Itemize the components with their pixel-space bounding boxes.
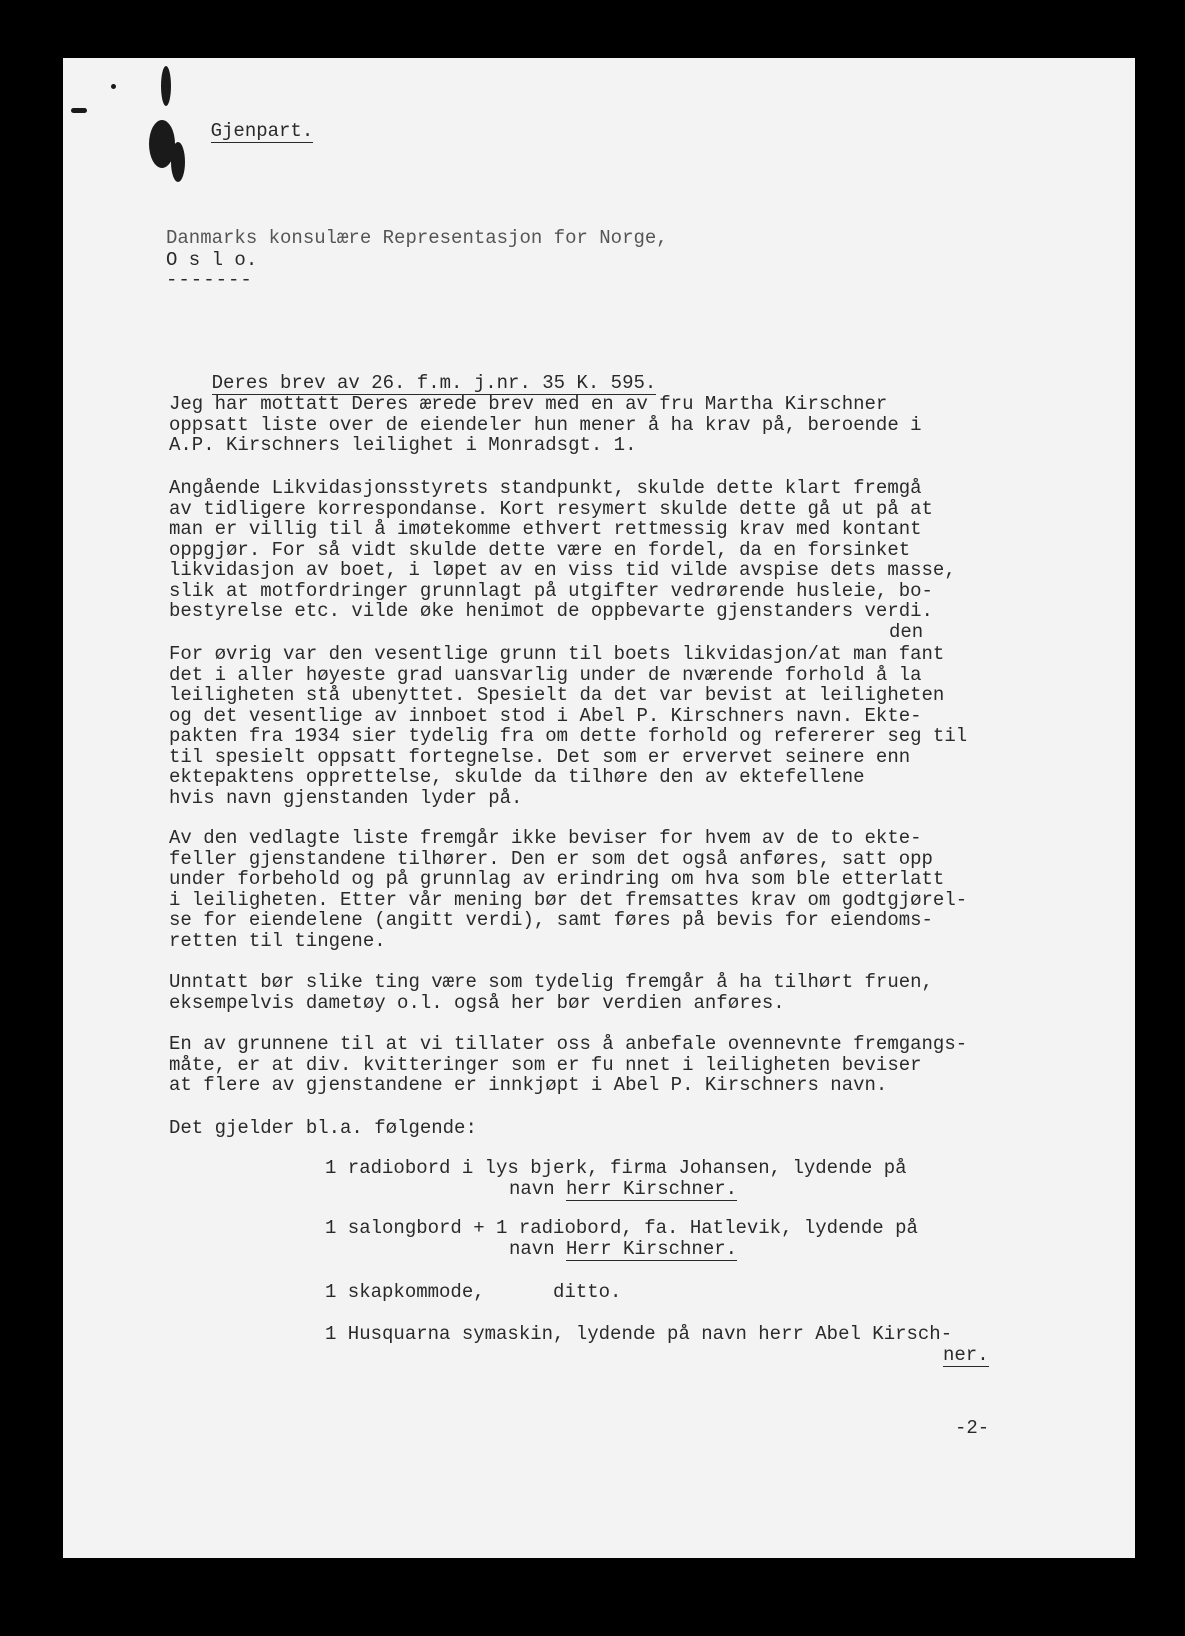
list-item: 1 skapkommode, ditto. bbox=[325, 1281, 622, 1303]
insertion-above: den bbox=[889, 621, 924, 643]
paragraph-5: Unntatt bør slike ting være som tydelig fremgår å ha tilhørt fruen, eksempelvis dametøy o.l. også her bør verdien anføres. bbox=[169, 971, 933, 1014]
paragraph-3: For øvrig var den vesentlige grunn til boets likvidasjon/at man fant det i aller høyeste grad uansvarlig under de nværende forhold å la leiligheten stå ubenyttet. Spesielt da det var bevist at leiligheten og det vesentlige av innboet stod i Abel P. Kirschners navn. Ekte- pakten fra 1934 sier tydelig fra om dette forhold og refererer seg til til spesielt oppsatt fortegnelse. Det som er ervervet seinere enn ektepaktens opprettelse, skulde da tilhøre den av ektefellene hvis navn gjenstanden lyder på. bbox=[169, 643, 968, 809]
list-item: 1 Husquarna symaskin, lydende på navn herr Abel Kirsch- ner. bbox=[325, 1323, 989, 1366]
ink-stain bbox=[111, 84, 116, 89]
page-number: -2- bbox=[955, 1417, 990, 1439]
reference-line: Deres brev av 26. f.m. j.nr. 35 K. 595. bbox=[211, 371, 657, 394]
list-item: 1 salongbord + 1 radiobord, fa. Hatlevik, lydende på navn Herr Kirschner. bbox=[325, 1217, 918, 1260]
document-page bbox=[63, 58, 1135, 1558]
paragraph-2: Angående Likvidasjonsstyrets standpunkt, skulde dette klart fremgå av tidligere korrespondanse. Kort resymert skulde dette gå ut på at man er villig til å imøtekomme ethvert rettmessig krav med kontant oppgjør. For så vidt skulde dette være en fordel, da en forsinket likvidasjon av boet, i løpet av en viss tid vilde avspise dets masse, slik at motfordringer grunnlagt på utgifter vedrørende husleie, bo- bestyrelse etc. vilde øke henimot de oppbevarte gjenstanders verdi. bbox=[169, 477, 956, 622]
ink-stain bbox=[71, 108, 87, 113]
addressee-rule: ------- bbox=[166, 269, 253, 291]
list-item: 1 radiobord i lys bjerk, firma Johansen, lydende på navn herr Kirschner. bbox=[325, 1157, 907, 1200]
paragraph-1: Jeg har mottatt Deres ærede brev med en av fru Martha Kirschner oppsatt liste over de eiendeler hun mener å ha krav på, beroende i A.P. Kirschners leilighet i Monradsgt. 1. bbox=[169, 393, 922, 456]
addressee-line-1: Danmarks konsulære Representasjon for Norge, bbox=[166, 227, 668, 249]
copy-label: Gjenpart. bbox=[210, 119, 314, 142]
addressee-city: O s l o. bbox=[166, 249, 258, 271]
paragraph-6: En av grunnene til at vi tillater oss å anbefale ovennevnte fremgangs- måte, er at div. kvitteringer som er fu nnet i leiligheten beviser at flere av gjenstandene er innkjøpt i Abel P. Kirschners navn. bbox=[169, 1033, 968, 1096]
paragraph-7: Det gjelder bl.a. følgende: bbox=[169, 1117, 477, 1139]
paragraph-4: Av den vedlagte liste fremgår ikke beviser for hvem av de to ekte- feller gjenstandene tilhører. Den er som det også anføres, satt opp under forbehold og på grunnlag av erindring om hva som ble etterlatt i leiligheten. Etter vår mening bør det fremsattes krav om godtgjørel- se for eiendelene (angitt verdi), samt føres på bevis for eiendoms- retten til tingene. bbox=[169, 827, 968, 952]
